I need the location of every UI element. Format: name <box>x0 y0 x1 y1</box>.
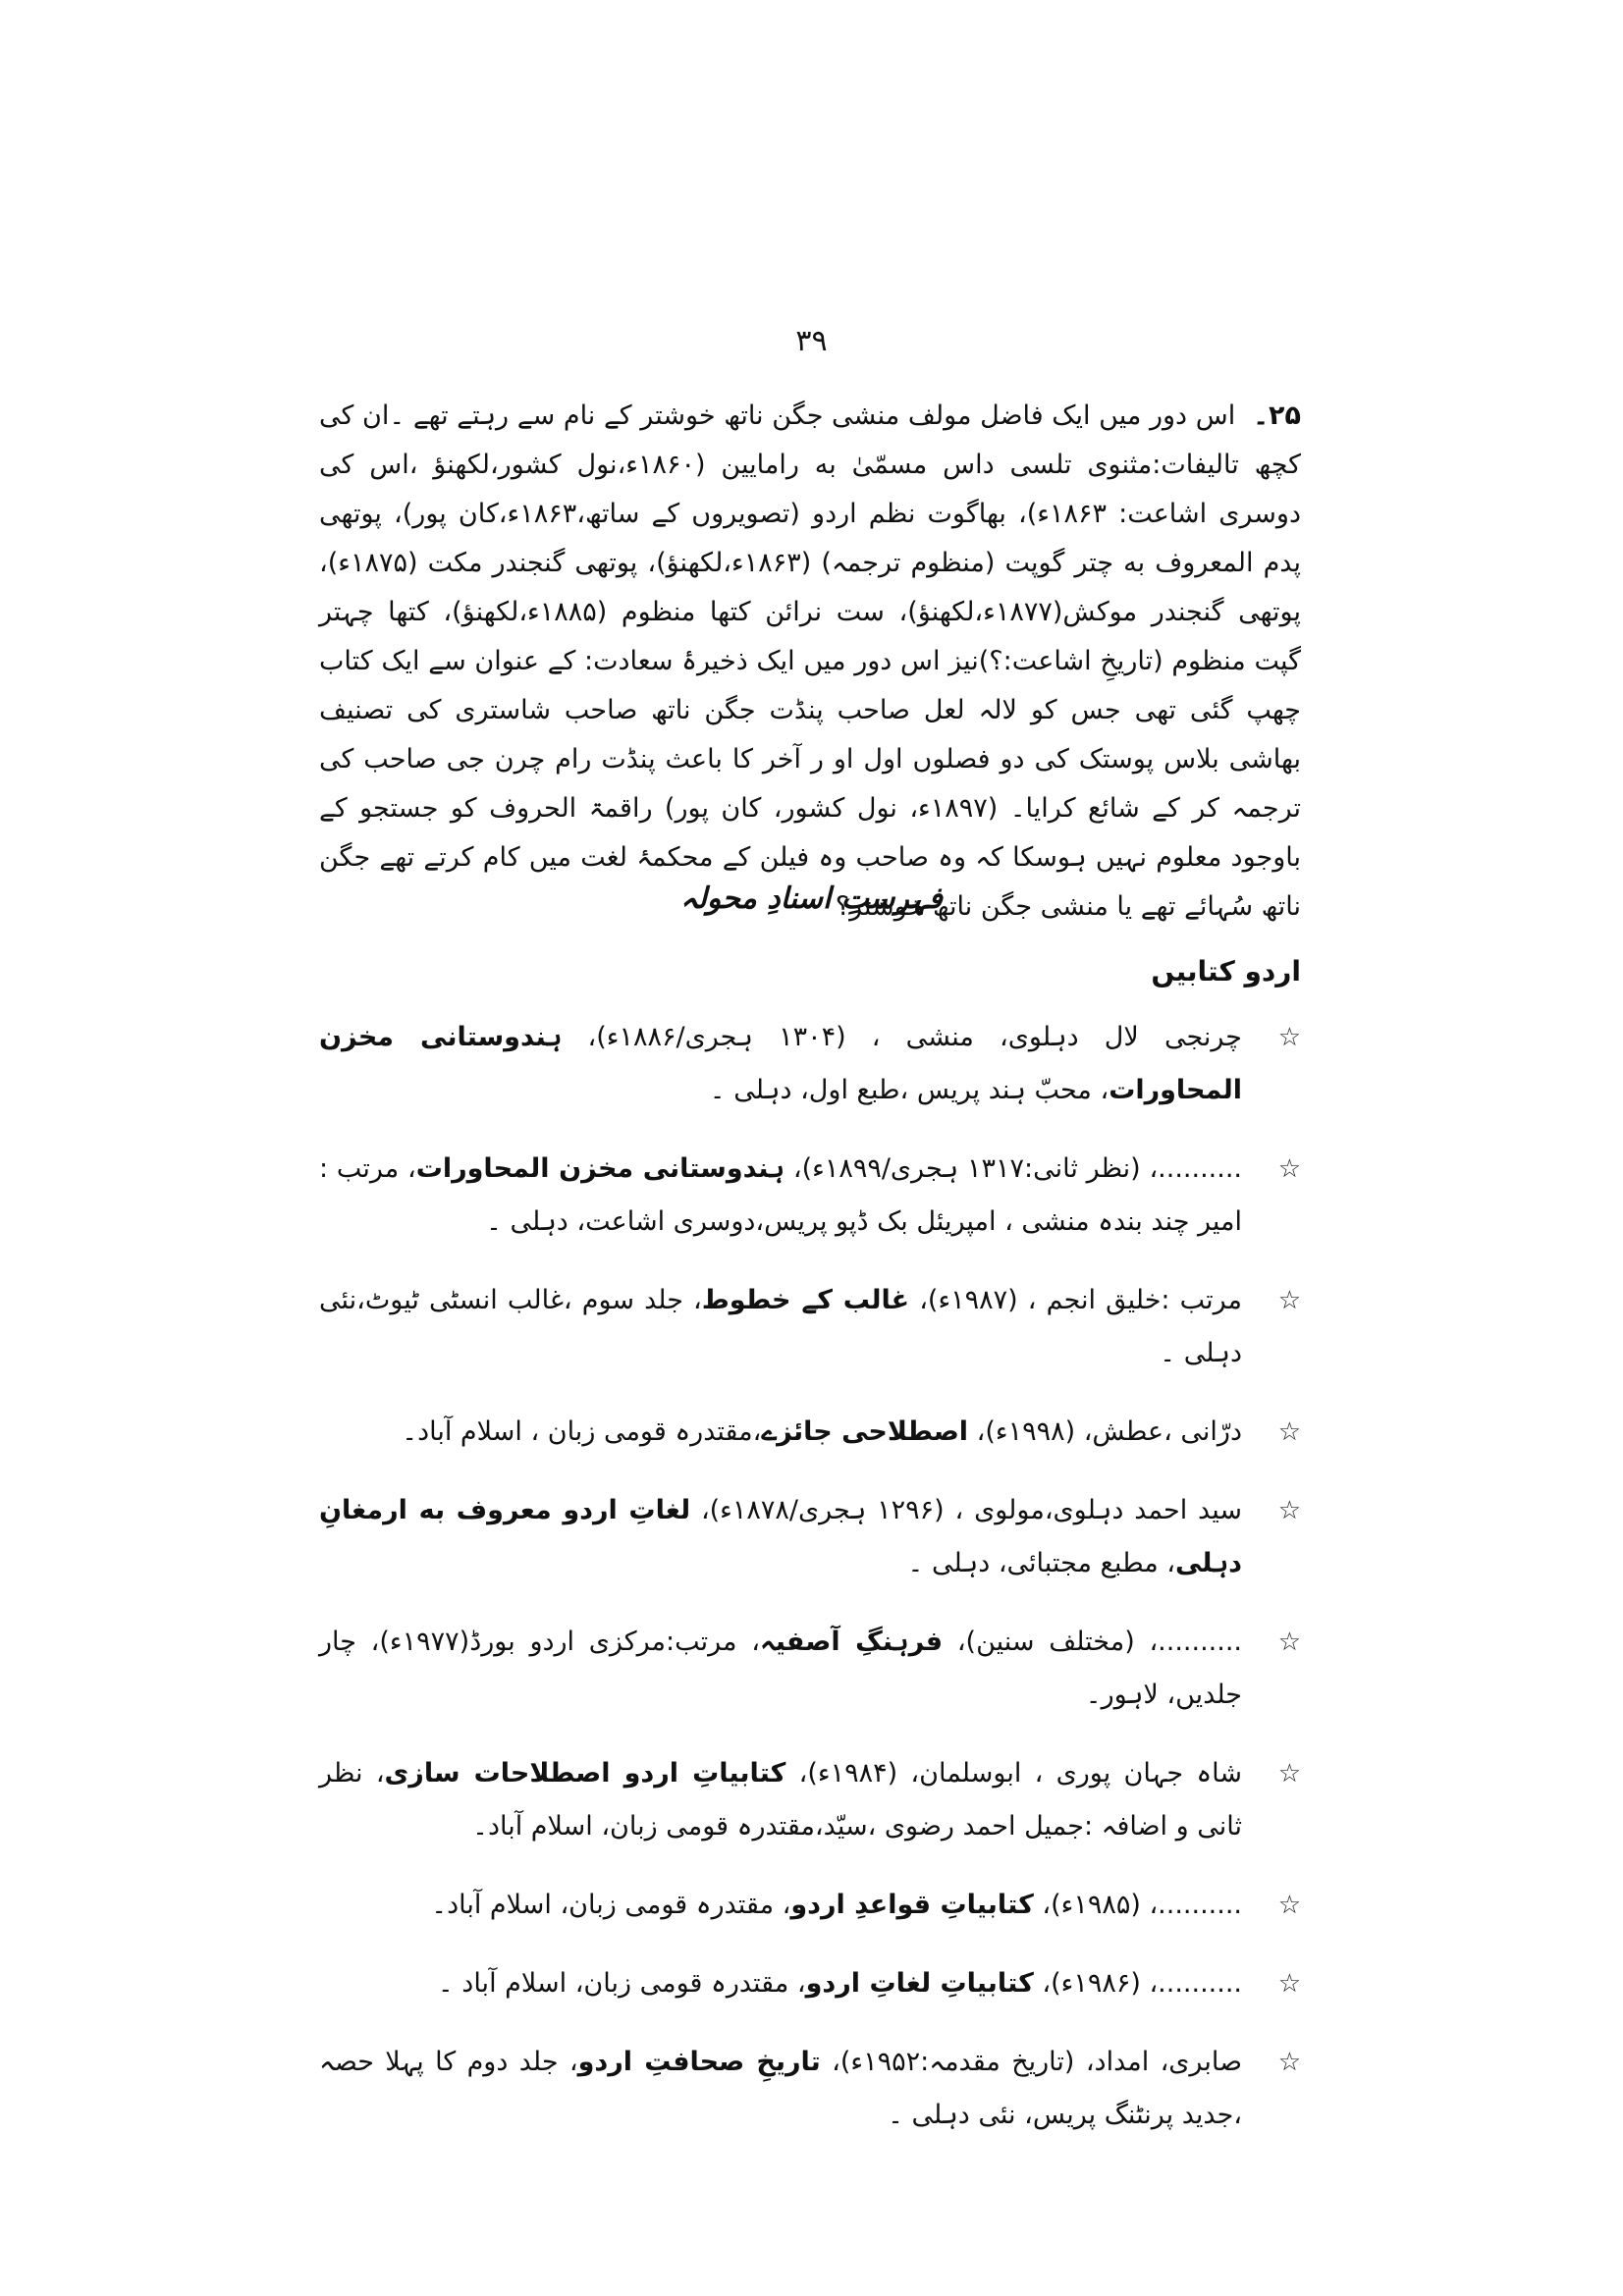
bibliography-item <box>319 1616 1301 1722</box>
section-title: فہرستِ اسنادِ محولہ <box>680 881 943 916</box>
bib-text-before: ..........، (۱۹۸۶ء)، <box>1033 1968 1242 1999</box>
bibliography-item <box>319 1406 1301 1459</box>
bib-text-before: درّانی ،عطش، (۱۹۹۸ء)، <box>968 1416 1242 1447</box>
bib-text-before: مرتب :خلیق انجم ، (۱۹۸۷ء)، <box>909 1285 1242 1315</box>
bibliography-item <box>319 1484 1301 1590</box>
bibliography-item <box>319 1143 1301 1249</box>
bibliography-item <box>319 1011 1301 1117</box>
bib-text-after: ، جلد سوم ،غالب انسٹی ٹیوٹ،نئی دہلی ۔ <box>319 1285 1242 1368</box>
star-outline-icon: ☆ <box>1277 1969 1301 1999</box>
bib-text-after: ، مطبع مجتبائی، دہلی ۔ <box>907 1548 1175 1578</box>
bib-text-after: ، نظر ثانی و اضافہ :جمیل احمد رضوی ،سیّد،مقتدرہ قومی زبان، اسلام آباد۔ <box>319 1758 1242 1842</box>
bibliography-item <box>319 1957 1301 2010</box>
star-outline-icon: ☆ <box>1277 1891 1301 1920</box>
page-number: ۳۹ <box>795 324 828 358</box>
footnote-25 <box>319 392 1301 932</box>
subheading-urdu-books: اردو کتابیں <box>1151 955 1301 988</box>
bib-book-title: لغاتِ اردو معروف به ارمغانِ دہلی <box>319 1495 1242 1578</box>
bib-book-title: کتابیاتِ لغاتِ اردو <box>805 1968 1034 1999</box>
footnote-text: اس دور میں ایک فاضل مولف منشی جگن ناتھ خوشتر کے نام سے رہتے تھے ۔ان کی کچھ تالیفات:مثنوی تلسی داس مسمّیٰ به رامایین (۱۸۶۰ء،نول کشور،لکھنؤ ،اس کی دوسری اشاعت: ۱۸۶۳ء)، بھاگوت نظم اردو (تصویروں کے ساتھ،۱۸۶۳ء،کان پور)، پوتھی پدم المعروف به چتر گوپت (منظوم ترجمہ) (۱۸۶۳ء،لکھنؤ)، پوتھی گنجندر مکت (۱۸۷۵ء)، پوتھی گنجندر موکش(۱۸۷۷ء،لکھنؤ)، ست نرائن کتھا منظوم (۱۸۸۵ء،لکھنؤ)، کتھا چہتر گپت منظوم (تاریخِ اشاعت:؟)نیز اس دور میں ایک ذخیرۂ سعادت: کے عنوان سے ایک کتاب چھپ گئی تھی جس کو لالہ لعل صاحب پنڈت جگن ناتھ صاحب شاستری کی تصنیف بھاشی بلاس پوستک کی دو فصلوں اول او ر آخر کا باعث پنڈت رام چرن جی صاحب کی ترجمہ کر کے شائع کرایا۔ (۱۸۹۷ء، نول کشور، کان پور) راقمۃ الحروف کو جستجو کے باوجود معلوم نہیں ہوسکا کہ وہ صاحب وہ فیلن کے محکمۂ لغت میں کام کرتے تھے جگن ناتھ سُہائے تھے یا منشی جگن ناتھ خوشتر؟ <box>319 400 1302 922</box>
star-outline-icon: ☆ <box>1277 1023 1301 1052</box>
star-outline-icon: ☆ <box>1277 1496 1301 1525</box>
bib-text-after: ،مقتدرہ قومی زبان ، اسلام آباد۔ <box>402 1416 762 1447</box>
bib-text-before: چرنجی لال دہلوی، منشی ، (۱۳۰۴ ہجری/۱۸۸۶ء)، <box>562 1022 1242 1052</box>
bib-text-before: ..........، (۱۹۸۵ء)، <box>1033 1890 1242 1920</box>
bib-text-after: ، مقتدرہ قومی زبان، اسلام آباد ۔ <box>437 1968 806 1999</box>
bib-text-before: ..........، (نظر ثانی:۱۳۱۷ ہجری/۱۸۹۹ء)، <box>784 1153 1242 1184</box>
bib-text-before: ..........، (مختلف سنین)، <box>943 1627 1243 1657</box>
bibliography-item <box>319 2036 1301 2142</box>
bib-book-title: کتابیاتِ قواعدِ اردو <box>790 1890 1034 1920</box>
star-outline-icon: ☆ <box>1277 2048 1301 2077</box>
bib-text-after: ، مقتدرہ قومی زبان، اسلام آباد۔ <box>431 1890 791 1920</box>
star-outline-icon: ☆ <box>1277 1286 1301 1315</box>
bib-book-title: کتابیاتِ اردو اصطلاحات سازی <box>384 1758 786 1789</box>
star-outline-icon: ☆ <box>1277 1759 1301 1789</box>
star-outline-icon: ☆ <box>1277 1417 1301 1447</box>
star-outline-icon: ☆ <box>1277 1628 1301 1657</box>
bib-book-title: ہندوستانی مخزن المحاورات <box>415 1153 785 1184</box>
bib-book-title: تاریخِ صحافتِ اردو <box>577 2047 821 2077</box>
bib-book-title: اصطلاحی جائزے <box>761 1416 969 1447</box>
bibliography-item <box>319 1274 1301 1380</box>
bib-text-before: صابری، امداد، (تاریخ مقدمہ:۱۹۵۲ء)، <box>820 2047 1242 2077</box>
bibliography-item <box>319 1879 1301 1932</box>
star-outline-icon: ☆ <box>1277 1154 1301 1184</box>
footnote-number: ۲۵۔ <box>1253 400 1301 431</box>
bib-book-title: ہندوستانی مخزن المحاورات <box>319 1022 1242 1105</box>
bib-text-before: شاہ جہان پوری ، ابوسلمان، (۱۹۸۴ء)، <box>785 1758 1242 1789</box>
bib-text-after: ، مرتب : امیر چند بندہ منشی ، امپریئل بک ڈپو پریس،دوسری اشاعت، دہلی ۔ <box>319 1153 1242 1237</box>
bib-text-after: ، محبّ ہند پریس ،طبع اول، دہلی ۔ <box>709 1075 1109 1105</box>
bib-text-after: ، جلد دوم کا پہلا حصہ ،جدید پرنٹنگ پریس، نئی دہلی ۔ <box>319 2047 1242 2130</box>
bibliography-list <box>319 1011 1301 2167</box>
bibliography-item <box>319 1747 1301 1853</box>
bib-text-after: ، مرتب:مرکزی اردو بورڈ(۱۹۷۷ء)، چار جلدیں، لاہور۔ <box>319 1627 1242 1710</box>
bib-text-before: سید احمد دہلوی،مولوی ، (۱۲۹۶ ہجری/۱۸۷۸ء)، <box>690 1495 1242 1525</box>
bib-book-title: غالب کے خطوط <box>701 1285 910 1315</box>
bib-book-title: فرہنگِ آصفیہ <box>759 1627 944 1657</box>
